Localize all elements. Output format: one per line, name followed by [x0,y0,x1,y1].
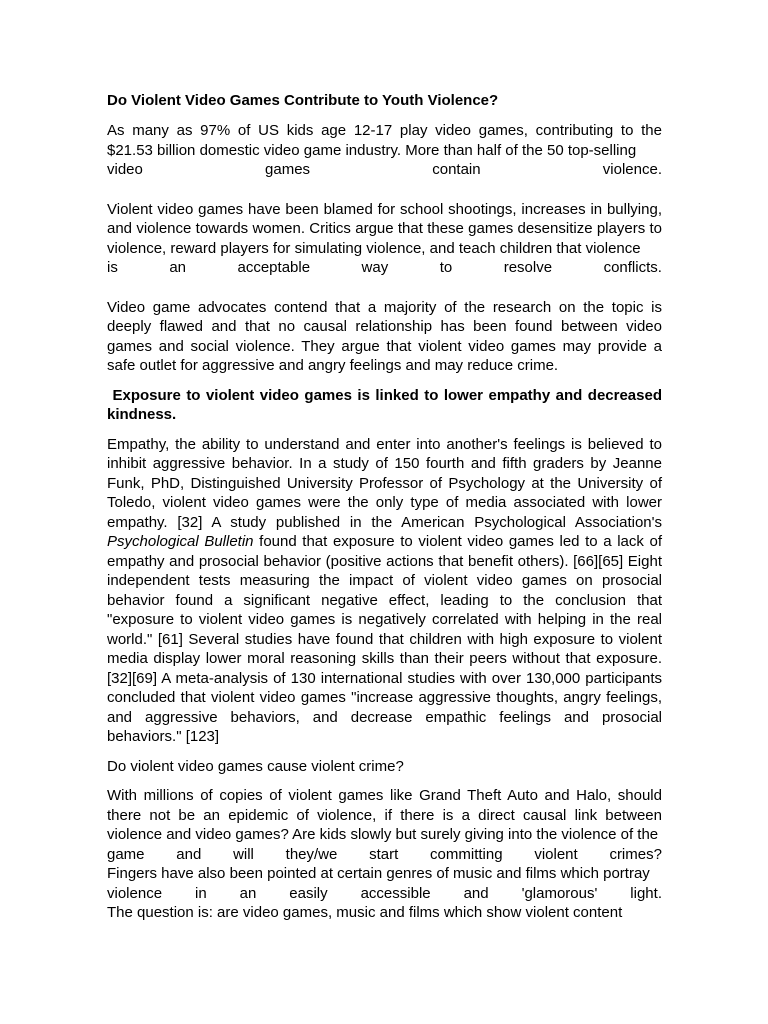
word: contain [432,161,481,178]
empathy-text-part-2: found that exposure to violent video games led to a lack of empathy and prosocial behavior (positive actions that benefit others). [66][65] Eight independent tests measuring the impact of violent video games on prosocial behavior found a significant negative effect, leading to the conclusion that "exposure to violent video games is negatively correlated with helping in the real world." [61] Several studies have found that children with high exposure to violent media display lower moral reasoning skills than their peers without that exposure. [32][69] A meta-analysis of 130 international studies with over 130,000 participants concluded that violent video games "increase aggressive thoughts, angry feelings, and aggressive behaviors, and decrease empathic feelings and prosocial behaviors." [123] [107,533,663,745]
word: is [107,259,118,276]
crime-paragraph-line-a [107,845,662,865]
crime-paragraph-line-b [107,884,662,904]
section-heading: Exposure to violent video games is linked to lower empathy and decreased kindness. [107,386,667,423]
intro-paragraph-last-line [107,160,662,180]
crime-paragraph-part-3: The question is: are video games, music and films which show violent content [107,904,623,921]
word: accessible [360,884,431,902]
word: an [239,884,257,902]
word: and [176,845,202,863]
empathy-text-part-1: Empathy, the ability to understand and enter into another's feelings is believed to inhibit aggressive behavior. In a study of 150 fourth and fifth graders by Jeanne Funk, PhD, Distinguished University Professor of Psychology at the University of Toledo, violent video games were the only type of media associated with lower empathy. [32] A study published in the American Psychological Association's [107,435,662,531]
critics-paragraph-last-line [107,258,662,278]
word: conflicts. [603,259,662,276]
word: committing [430,845,503,863]
word: will [233,845,254,863]
word: they/we [285,845,338,863]
word: resolve [503,259,553,276]
word: light. [630,884,662,902]
word: in [195,884,207,902]
word: video [107,161,143,178]
word: violence [107,884,163,902]
word: start [369,845,399,863]
critics-paragraph: Violent video games have been blamed for school shootings, increases in bullying, and violence towards women. Critics argue that these games desensitize players to violence, reward players for simulating violence, and teach children that violence [107,200,662,257]
word: an [169,259,187,276]
word: and [463,884,489,902]
document-title: Do Violent Video Games Contribute to Youth Violence? [107,92,499,109]
word: acceptable [237,259,311,276]
journal-title: Psychological Bulletin [107,533,254,550]
word: violent [534,845,578,863]
advocates-paragraph: Video game advocates contend that a majority of the research on the topic is deeply flawed and that no causal relationship has been found between video games and social violence. They argue that violent video games may provide a safe outlet for aggressive and angry feelings and may reduce crime. [107,298,662,374]
word: 'glamorous' [521,884,598,902]
intro-paragraph: As many as 97% of US kids age 12-17 play video games, contributing to the $21.53 billion domestic video game industry. More than half of the 50 top-selling [107,122,662,159]
word: easily [289,884,328,902]
crime-paragraph-part-2: Fingers have also been pointed at certain genres of music and films which portray [107,865,650,882]
word: way [361,259,389,276]
crime-paragraph-part-1: With millions of copies of violent games like Grand Theft Auto and Halo, should there not be an epidemic of violence, if there is a direct causal link between violence and video games? Are kids slowly but surely giving into the violence of the [107,787,662,843]
empathy-paragraph [107,435,662,747]
word: violence. [602,161,662,178]
question-line: Do violent video games cause violent crime? [107,757,404,775]
word: to [439,259,453,276]
word: game [107,845,145,863]
word: crimes? [609,845,662,863]
word: games [265,161,311,178]
